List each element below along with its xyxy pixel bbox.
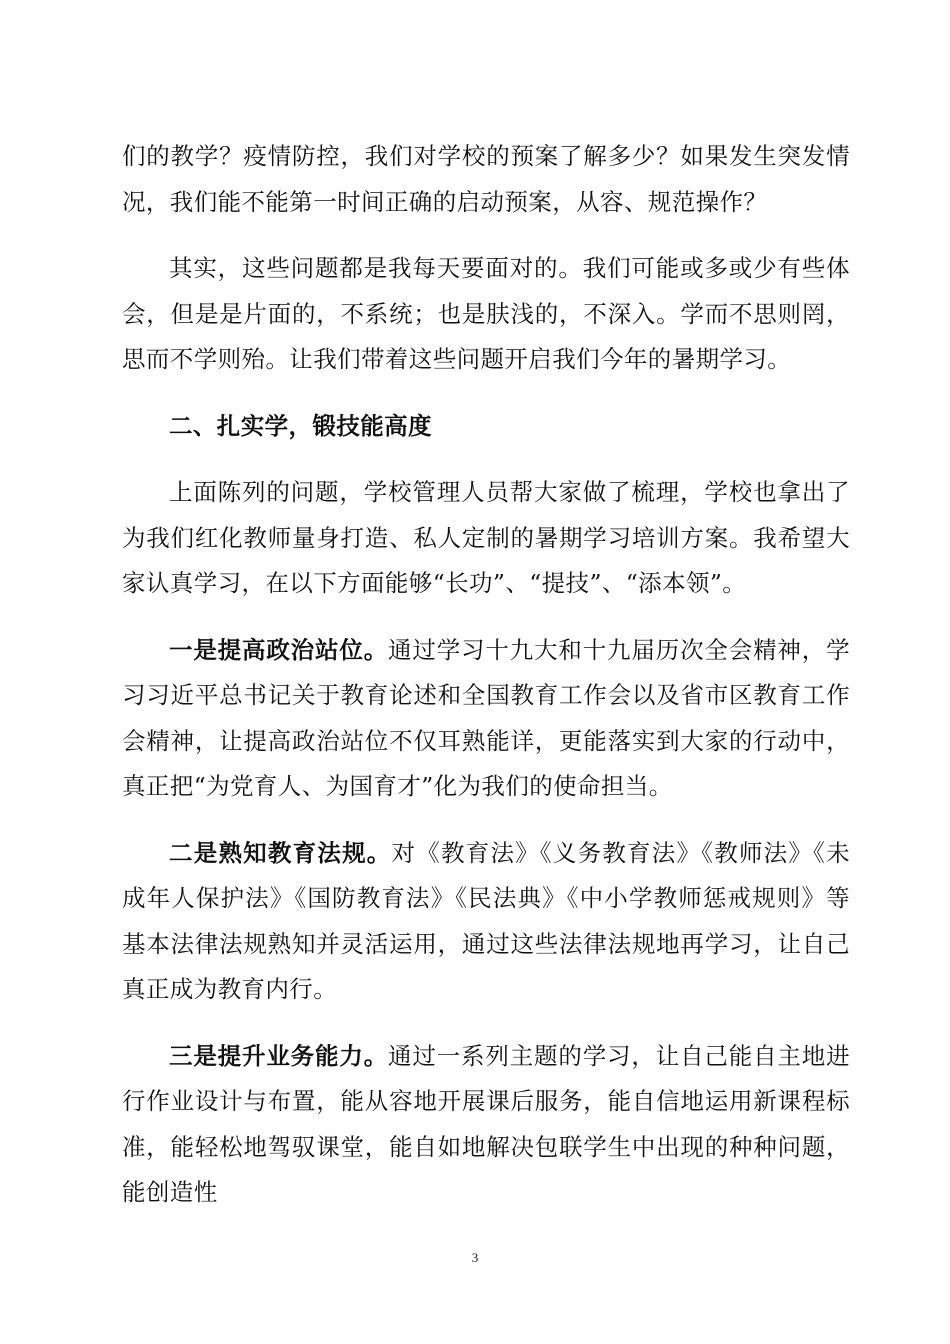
paragraph-text: 通过学习十九大和十九届历次全会精神，学习习近平总书记关于教育论述和全国教育工作会以及省市区教育工作会精神，让提高政治站位不仅耳熟能详，更能落实到大家的行动中，真正把“为党育人、为国育才”化为我们的使命担当。 (122, 635, 850, 800)
paragraph-text: 通过一系列主题的学习，让自己能自主地进行作业设计与布置，能从容地开展课后服务，能自信地运用新课程标准，能轻松地驾驭课堂，能自如地解决包联学生中出现的种种问题，能创造性 (122, 1041, 850, 1206)
page-number: 3 (471, 1250, 479, 1265)
paragraph-political-stance (122, 628, 850, 810)
paragraph-lead: 三是提升业务能力。 (169, 1041, 389, 1070)
document-body (122, 134, 850, 1216)
paragraph-education-laws (122, 831, 850, 1013)
paragraph-text: 对《教育法》《义务教育法》《教师法》《未成年人保护法》《国防教育法》《民法典》《中小学教师惩戒规则》等基本法律法规熟知并灵活运用，通过这些法律法规地再学习，让自己真正成为教育内行。 (122, 838, 850, 1003)
section-heading: 二、扎实学，锻技能高度 (169, 411, 432, 440)
paragraph-lead: 二是熟知教育法规。 (169, 838, 392, 867)
paragraph-professional-ability (122, 1034, 850, 1216)
paragraph-reflection: 其实，这些问题都是我每天要面对的。我们可能或多或少有些体会，但是是片面的，不系统；也是肤浅的，不深入。学而不思则罔，思而不学则殆。让我们带着这些问题开启我们今年的暑期学习。 (122, 254, 850, 373)
paragraph-continuation: 们的教学？疫情防控，我们对学校的预案了解多少？如果发生突发情况，我们能不能第一时间正确的启动预案，从容、规范操作？ (122, 142, 850, 216)
paragraph-lead: 一是提高政治站位。 (169, 635, 389, 664)
paragraph-training-plan: 上面陈列的问题，学校管理人员帮大家做了梳理，学校也拿出了为我们红化教师量身打造、私人定制的暑期学习培训方案。我希望大家认真学习，在以下方面能够“长功”、“提技”、“添本领”。 (122, 478, 850, 597)
